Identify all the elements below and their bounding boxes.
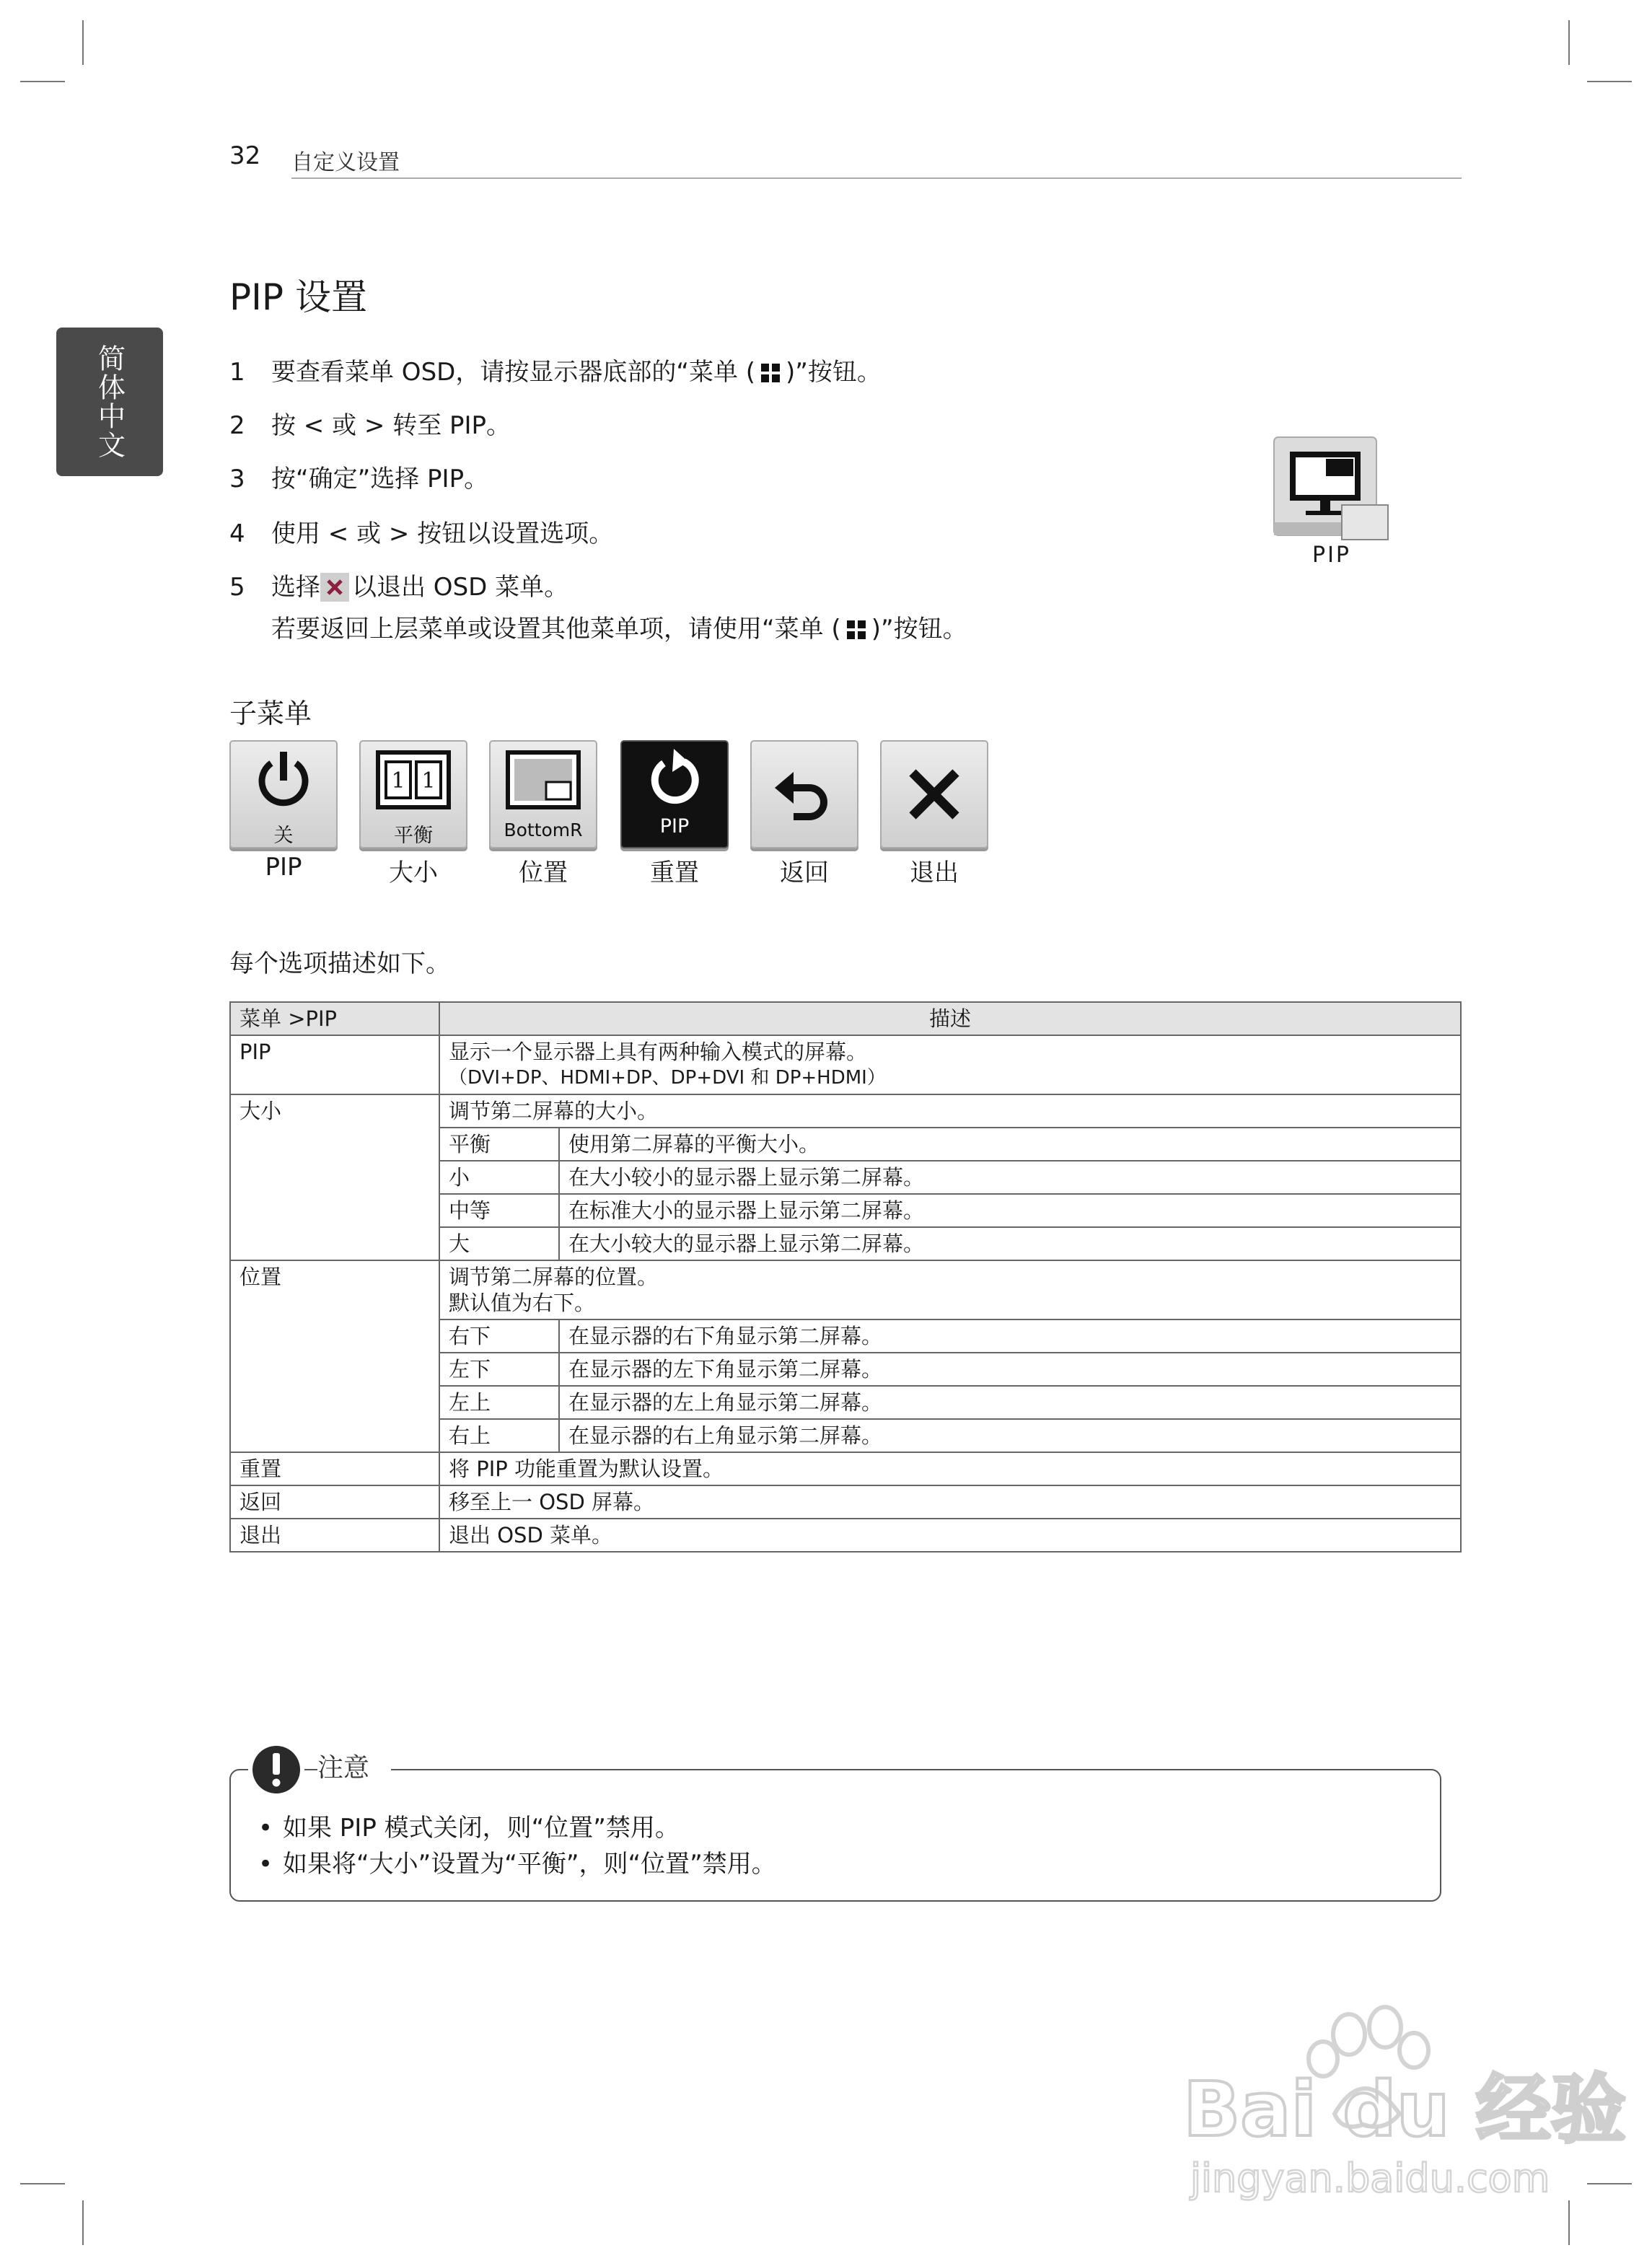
button-value: PIP: [659, 815, 690, 838]
step-2: [229, 405, 511, 441]
section-title: 自定义设置: [291, 150, 400, 175]
table-row: [230, 1094, 1461, 1128]
step-text: 以退出 OSD 菜单。: [352, 573, 569, 602]
step-4: [229, 514, 613, 549]
row-desc: 调节第二屏幕的大小。: [439, 1094, 1461, 1128]
power-icon: [229, 740, 338, 820]
table-row: [230, 1519, 1461, 1552]
baidu-watermark: [1169, 2006, 1626, 2208]
row-desc: [439, 1035, 1461, 1094]
step-text: 按“确定”选择 PIP。: [271, 465, 489, 493]
submenu-button-position[interactable]: [489, 740, 597, 887]
menu-grid-icon: [847, 620, 866, 639]
svg-text:1: 1: [421, 768, 436, 794]
header-rule: [291, 177, 1462, 179]
option-desc: 在显示器的左下角显示第二屏幕。: [559, 1353, 1461, 1386]
step-number: 3: [229, 465, 245, 493]
option-desc: 在大小较小的显示器上显示第二屏幕。: [559, 1161, 1461, 1194]
crop-mark: [20, 2183, 65, 2184]
button-caption: 返回: [780, 858, 829, 887]
row-label: 大小: [230, 1094, 439, 1260]
note-title: 注意: [317, 1747, 391, 1784]
submenu-heading: 子菜单: [229, 698, 312, 729]
crop-mark: [1587, 2183, 1632, 2184]
row-desc: 移至上一 OSD 屏幕。: [439, 1485, 1461, 1519]
option-name: 左上: [439, 1386, 559, 1419]
table-row: [230, 1485, 1461, 1519]
close-x-icon: [320, 573, 349, 602]
svg-text:1: 1: [391, 768, 405, 794]
step-5: [229, 567, 967, 644]
row-desc: 退出 OSD 菜单。: [439, 1519, 1461, 1552]
watermark-url: jingyan.baidu.com: [1190, 2156, 1550, 2201]
bullet-icon: •: [258, 1850, 273, 1879]
size-balance-icon: [359, 740, 467, 820]
submenu-button-exit[interactable]: [880, 740, 988, 887]
row-desc: [439, 1260, 1461, 1319]
button-value: BottomR: [504, 820, 583, 840]
option-desc: 在显示器的左上角显示第二屏幕。: [559, 1386, 1461, 1419]
page-title: PIP 设置: [229, 276, 367, 318]
row-label: 位置: [230, 1260, 439, 1452]
submenu-button-size[interactable]: [359, 740, 467, 887]
option-name: 大: [439, 1227, 559, 1260]
button-caption: 位置: [519, 858, 568, 887]
option-name: 小: [439, 1161, 559, 1194]
pip-icon-label: PIP: [1312, 543, 1352, 568]
step-text: )”按钮。: [786, 358, 882, 387]
note-text: 如果 PIP 模式关闭，则“位置”禁用。: [283, 1814, 680, 1843]
button-caption: 大小: [389, 858, 438, 887]
back-arrow-icon: [750, 740, 858, 848]
intro-line: 每个选项描述如下。: [229, 949, 450, 978]
option-desc: 在显示器的右上角显示第二屏幕。: [559, 1419, 1461, 1452]
option-desc: 在标准大小的显示器上显示第二屏幕。: [559, 1194, 1461, 1227]
option-name: 平衡: [439, 1128, 559, 1161]
desc-line: 调节第二屏幕的位置。: [449, 1265, 659, 1289]
row-label: 返回: [230, 1485, 439, 1519]
crop-mark: [82, 20, 84, 65]
step-number: 5: [229, 573, 245, 602]
pip-monitor-icon: [1273, 436, 1389, 543]
option-name: 中等: [439, 1194, 559, 1227]
table-row: [230, 1035, 1461, 1094]
crop-mark: [82, 2200, 84, 2245]
button-caption: 退出: [910, 858, 959, 887]
table-header-row: [230, 1002, 1461, 1035]
option-name: 左下: [439, 1353, 559, 1386]
step-text: )”按钮。: [871, 615, 967, 644]
submenu-button-pip[interactable]: [229, 740, 338, 882]
button-value: 关: [273, 825, 294, 847]
bullet-icon: •: [258, 1814, 273, 1843]
desc-line: 默认值为右下。: [449, 1291, 596, 1315]
watermark-brand: Bai du 经验: [1183, 2065, 1626, 2153]
step-text: 要查看菜单 OSD，请按显示器底部的“菜单 (: [271, 358, 756, 387]
option-name: 右上: [439, 1419, 559, 1452]
note-item: [258, 1844, 776, 1879]
step-text: 选择: [271, 573, 320, 602]
menu-grid-icon: [761, 364, 780, 382]
step-text: 若要返回上层菜单或设置其他菜单项，请使用“菜单 (: [271, 615, 841, 644]
step-1: [229, 352, 882, 387]
options-table: [229, 1001, 1462, 1553]
desc-line: 显示一个显示器上具有两种输入模式的屏幕。: [449, 1040, 868, 1064]
submenu-button-back[interactable]: [750, 740, 858, 887]
step-number: 1: [229, 358, 245, 387]
crop-mark: [1568, 20, 1570, 65]
step-number: 2: [229, 411, 245, 440]
exclamation-icon: [248, 1744, 304, 1795]
table-header-desc: 描述: [439, 1002, 1461, 1035]
desc-line: （DVI+DP、HDMI+DP、DP+DVI 和 DP+HDMI）: [449, 1067, 886, 1089]
exit-x-icon: [880, 740, 988, 848]
option-desc: 在大小较大的显示器上显示第二屏幕。: [559, 1227, 1461, 1260]
row-desc: 将 PIP 功能重置为默认设置。: [439, 1452, 1461, 1485]
button-caption: PIP: [265, 853, 302, 882]
language-tab: 简体中文: [56, 328, 163, 476]
position-bottom-right-icon: [489, 740, 597, 820]
row-label: PIP: [230, 1035, 439, 1094]
step-text: 使用 < 或 > 按钮以设置选项。: [271, 519, 614, 548]
table-row: [230, 1260, 1461, 1319]
reset-icon: [620, 740, 729, 820]
crop-mark: [1587, 81, 1632, 82]
row-label: 重置: [230, 1452, 439, 1485]
page-number: 32: [229, 141, 261, 170]
table-row: [230, 1452, 1461, 1485]
option-desc: 使用第二屏幕的平衡大小。: [559, 1128, 1461, 1161]
crop-mark: [20, 81, 65, 82]
row-label: 退出: [230, 1519, 439, 1552]
table-header-menu: 菜单 >PIP: [230, 1002, 439, 1035]
submenu-button-reset[interactable]: [620, 740, 729, 887]
note-text: 如果将“大小”设置为“平衡”，则“位置”禁用。: [283, 1850, 776, 1879]
step-3: [229, 459, 488, 494]
option-name: 右下: [439, 1319, 559, 1353]
button-value: 平衡: [394, 825, 433, 847]
option-desc: 在显示器的右下角显示第二屏幕。: [559, 1319, 1461, 1353]
note-item: [258, 1808, 680, 1843]
button-caption: 重置: [650, 858, 699, 887]
step-5-note: [271, 609, 967, 644]
step-number: 4: [229, 519, 245, 548]
step-text: 按 < 或 > 转至 PIP。: [271, 411, 511, 440]
